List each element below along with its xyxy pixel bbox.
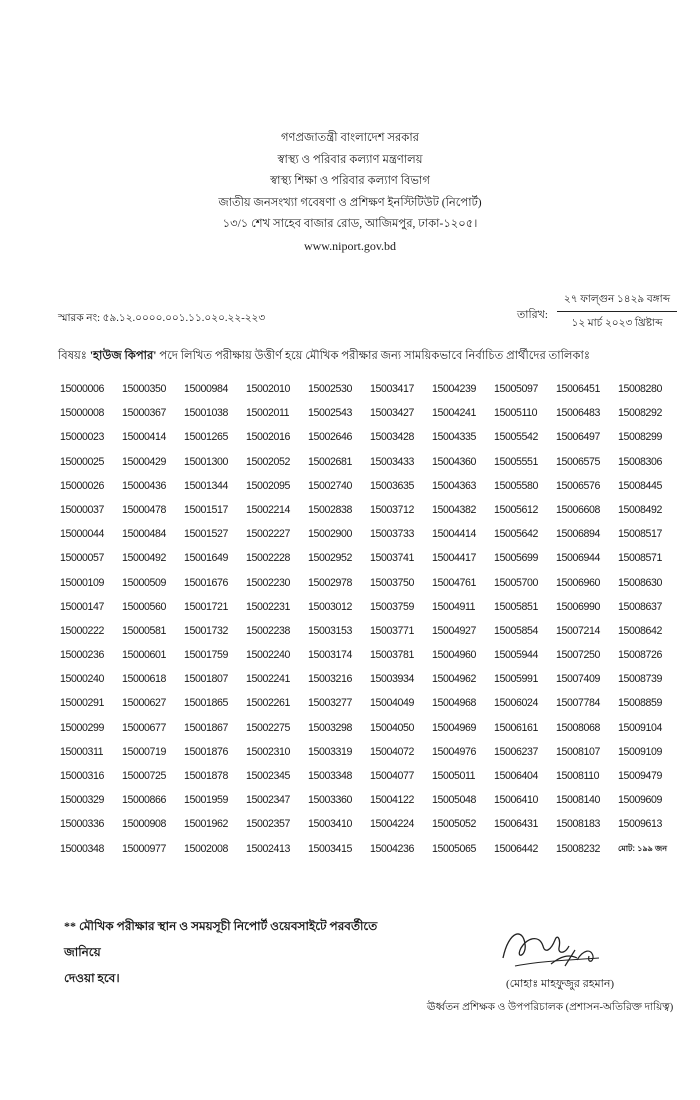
roll-number: 15000348 [60, 842, 104, 855]
roll-number: 15001759 [184, 649, 228, 662]
roll-number: 15004077 [370, 770, 414, 782]
roll-number: 15008630 [618, 576, 662, 589]
roll-number: 15003750 [370, 576, 414, 589]
roll-number: 15001876 [184, 745, 228, 758]
roll-number: 15003415 [308, 842, 352, 855]
website-link[interactable]: www.niport.gov.bd [303, 238, 397, 253]
roll-number: 15000037 [60, 503, 104, 516]
roll-number: 15001300 [184, 455, 228, 468]
roll-number: 15008445 [618, 479, 662, 492]
roll-number: 15001721 [184, 600, 228, 613]
roll-number: 15001959 [184, 794, 228, 807]
roll-number: 15003427 [370, 407, 414, 420]
roll-number: 15006237 [494, 745, 538, 758]
roll-number: 15003410 [308, 818, 352, 831]
roll-number: 15000008 [60, 407, 104, 420]
roll-number: 15003712 [370, 503, 414, 516]
roll-number: 15003012 [308, 600, 352, 613]
date-block [517, 292, 677, 336]
roll-number: 15004241 [432, 407, 476, 420]
roll-number: 15001344 [184, 479, 228, 492]
roll-number: 15004968 [432, 697, 476, 710]
roll-number: 15000367 [122, 407, 166, 420]
roll-number: 15002900 [308, 528, 352, 541]
roll-number: 15000299 [60, 721, 104, 734]
roll-number: 15008642 [618, 624, 662, 637]
notice [64, 913, 394, 991]
roll-number: 15008110 [556, 770, 600, 782]
roll-number: 15004382 [432, 503, 476, 516]
roll-number: 15005551 [494, 455, 538, 468]
roll-number: 15006431 [494, 818, 538, 831]
roll-number: 15000484 [122, 528, 166, 541]
roll-number: 15006497 [556, 431, 600, 444]
roll-number: 15000677 [122, 721, 166, 734]
roll-number: 15000560 [122, 600, 166, 613]
roll-number: 15000977 [122, 842, 166, 855]
roll-number: 15004122 [370, 794, 414, 807]
roll-number: 15004363 [432, 479, 476, 492]
roll-number: 15008306 [618, 455, 662, 468]
roll-number: 15002241 [246, 673, 290, 686]
roll-number: 15006410 [494, 794, 538, 807]
roll-number: 15003781 [370, 649, 414, 662]
roll-number: 15006608 [556, 503, 600, 516]
roll-number: 15006161 [494, 721, 538, 734]
signature-mark [495, 920, 605, 975]
roll-number: 15002230 [246, 576, 290, 589]
roll-number: 15005991 [494, 673, 538, 686]
roll-number: 15003153 [308, 624, 352, 637]
roll-number: 15002008 [184, 842, 228, 855]
roll-number: 15000350 [122, 383, 166, 395]
roll-number: 15000601 [122, 649, 166, 662]
roll-number: 15005944 [494, 649, 538, 662]
roll-number: 15004761 [432, 576, 476, 589]
roll-number: 15000719 [122, 745, 166, 758]
signatory-name: (মোহাঃ মাহফুজুর রহমান) [505, 978, 615, 990]
roll-number: 15003771 [370, 624, 414, 637]
roll-number: 15003934 [370, 673, 414, 686]
roll-number: 15002347 [246, 794, 290, 807]
roll-number: 15000984 [184, 383, 228, 395]
roll-number: 15002646 [308, 431, 352, 444]
roll-number: 15000429 [122, 455, 166, 468]
roll-number: 15004969 [432, 721, 476, 734]
roll-number: 15003428 [370, 431, 414, 444]
subject-line [58, 347, 590, 366]
roll-number: 15008140 [556, 794, 600, 807]
roll-number: 15000316 [60, 770, 104, 782]
roll-number: 15000311 [60, 745, 104, 758]
roll-number: 15003216 [308, 673, 352, 686]
roll-number: 15001807 [184, 673, 228, 686]
subject-prefix: বিষয়ঃ [58, 350, 90, 362]
roll-number: 15008571 [618, 552, 662, 565]
roll-number: 15008299 [618, 431, 662, 444]
roll-number: 15002227 [246, 528, 290, 541]
roll-number: 15005065 [432, 842, 476, 855]
roll-number: 15001865 [184, 697, 228, 710]
roll-number: 15000044 [60, 528, 104, 541]
date-divider [557, 311, 677, 312]
roll-number: 15003277 [308, 697, 352, 710]
roll-number: 15000336 [60, 818, 104, 831]
ministry-line: স্বাস্থ্য ও পরিবার কল্যাণ মন্ত্রণালয় [277, 153, 423, 166]
roll-number: 15003174 [308, 649, 352, 662]
roll-number: 15008232 [556, 842, 600, 855]
roll-number: 15004417 [432, 552, 476, 565]
roll-number: 15002228 [246, 552, 290, 565]
roll-number: 15005699 [494, 552, 538, 565]
roll-number: 15004414 [432, 528, 476, 541]
roll-number: 15002010 [246, 383, 290, 395]
govt-line: গণপ্রজাতন্ত্রী বাংলাদেশ সরকার [280, 132, 420, 144]
roll-number: 15001962 [184, 818, 228, 831]
roll-number: 15002978 [308, 576, 352, 589]
roll-number: 15006894 [556, 528, 600, 541]
roll-number: 15002240 [246, 649, 290, 662]
roll-number: 15009104 [618, 721, 662, 734]
roll-number: 15004239 [432, 383, 476, 395]
roll-number: 15002214 [246, 503, 290, 516]
roll-number: 15001649 [184, 552, 228, 565]
roll-number: 15002261 [246, 697, 290, 710]
roll-number: 15006024 [494, 697, 538, 710]
address-line: ১৩/১ শেখ সাহেব বাজার রোড, আজিমপুর, ঢাকা-১২০৫। [222, 218, 478, 230]
roll-number: 15004911 [432, 600, 476, 613]
roll-number: 15000057 [60, 552, 104, 565]
roll-number: 15005048 [432, 794, 476, 807]
roll-number: 15006483 [556, 407, 600, 420]
roll-number: 15009613 [618, 818, 662, 831]
roll-number: 15003417 [370, 383, 414, 395]
roll-number: 15005612 [494, 503, 538, 516]
roll-number: 15005642 [494, 528, 538, 541]
roll-number: 15008492 [618, 503, 662, 516]
notice-line-2: দেওয়া হবে। [64, 971, 120, 985]
roll-number: 15002345 [246, 770, 290, 782]
roll-number: 15008068 [556, 721, 600, 734]
roll-number: 15003733 [370, 528, 414, 541]
signatory-designation: ঊর্ধ্বতন প্রশিক্ষক ও উপপরিচালক (প্রশাসন-অতিরিক্ত দায়িত্ব) [426, 1002, 674, 1013]
subject-post: 'হাউজ কিপার' [89, 350, 157, 362]
roll-number: 15006451 [556, 383, 600, 395]
roll-number: 15000478 [122, 503, 166, 516]
roll-number: 15003348 [308, 770, 352, 782]
roll-number: 15003635 [370, 479, 414, 492]
roll-number: 15003319 [308, 745, 352, 758]
roll-number: 15004050 [370, 721, 414, 734]
roll-number: 15003360 [308, 794, 352, 807]
roll-number: 15003433 [370, 455, 414, 468]
roll-number: 15002838 [308, 503, 352, 516]
roll-number: 15008280 [618, 383, 662, 395]
roll-number: 15000866 [122, 794, 166, 807]
roll-number: 15006575 [556, 455, 600, 468]
roll-number: 15000147 [60, 600, 104, 613]
roll-number: 15002413 [246, 842, 290, 855]
roll-number: 15001265 [184, 431, 228, 444]
roll-number: 15004976 [432, 745, 476, 758]
roll-number-table [60, 377, 680, 861]
roll-number: 15006960 [556, 576, 600, 589]
roll-number: 15002952 [308, 552, 352, 565]
roll-number: 15008183 [556, 818, 600, 831]
roll-number: 15002310 [246, 745, 290, 758]
roll-number: 15005851 [494, 600, 538, 613]
roll-number: 15005854 [494, 624, 538, 637]
roll-number: 15002740 [308, 479, 352, 492]
roll-number: 15003759 [370, 600, 414, 613]
notice-line-1: ** মৌখিক পরীক্ষার স্থান ও সময়সূচী নিপোর্ট ওয়েবসাইটে পরবর্তীতে জানিয়ে [64, 919, 378, 959]
roll-number: 15000414 [122, 431, 166, 444]
roll-number: 15000006 [60, 383, 104, 395]
roll-number: 15004072 [370, 745, 414, 758]
roll-number: 15003741 [370, 552, 414, 565]
roll-number: 15000618 [122, 673, 166, 686]
roll-number: 15005110 [494, 407, 538, 420]
roll-number: 15004960 [432, 649, 476, 662]
roll-number: 15001676 [184, 576, 228, 589]
roll-number: 15009109 [618, 745, 662, 758]
roll-number: 15008859 [618, 697, 662, 710]
roll-number: 15000581 [122, 624, 166, 637]
roll-number: 15005542 [494, 431, 538, 444]
roll-number: 15002238 [246, 624, 290, 637]
roll-number: 15000240 [60, 673, 104, 686]
roll-number: 15001517 [184, 503, 228, 516]
roll-number: 15000492 [122, 552, 166, 565]
roll-number: 15002275 [246, 721, 290, 734]
roll-number: 15007250 [556, 649, 600, 662]
subject-text: পদে লিখিত পরীক্ষায় উত্তীর্ণ হয়ে মৌখিক পরীক্ষার জন্য সাময়িকভাবে নির্বাচিত প্রার্থীদের তালিকাঃ [156, 350, 590, 362]
roll-number: 15006404 [494, 770, 538, 782]
roll-number: 15007784 [556, 697, 600, 710]
roll-number: 15000025 [60, 455, 104, 468]
roll-number: 15001867 [184, 721, 228, 734]
roll-number: 15004224 [370, 818, 414, 831]
roll-number: 15004927 [432, 624, 476, 637]
roll-number: 15006442 [494, 842, 538, 855]
letterhead [0, 128, 700, 257]
roll-number: 15001878 [184, 770, 228, 782]
roll-number: 15002543 [308, 407, 352, 420]
roll-number: 15004236 [370, 842, 414, 855]
roll-number: 15000725 [122, 770, 166, 782]
date-label: তারিখ: [517, 309, 548, 321]
memo-number: স্মারক নং: ৫৯.১২.০০০০.০০১.১১.০২০.২২-২২৩ [58, 313, 266, 324]
roll-number: 15005011 [432, 770, 476, 782]
roll-number: 15002016 [246, 431, 290, 444]
roll-number: 15000026 [60, 479, 104, 492]
roll-number: 15002095 [246, 479, 290, 492]
roll-number: 15008739 [618, 673, 662, 686]
roll-number: 15002357 [246, 818, 290, 831]
roll-number: 15006990 [556, 600, 600, 613]
division-line: স্বাস্থ্য শিক্ষা ও পরিবার কল্যাণ বিভাগ [270, 175, 430, 187]
roll-number: 15004049 [370, 697, 414, 710]
roll-number: 15006576 [556, 479, 600, 492]
institute-line: জাতীয় জনসংখ্যা গবেষণা ও প্রশিক্ষণ ইনস্টিটিউট (নিপোর্ট) [218, 196, 482, 209]
roll-number: 15004962 [432, 673, 476, 686]
roll-number: 15005052 [432, 818, 476, 831]
roll-number: 15005580 [494, 479, 538, 492]
roll-number: 15000222 [60, 624, 104, 637]
roll-number: 15000436 [122, 479, 166, 492]
roll-number: 15003298 [308, 721, 352, 734]
roll-number: 15005700 [494, 576, 538, 589]
roll-number: 15002681 [308, 455, 352, 468]
date-bangla: ২৭ ফাল্গুন ১৪২৯ বঙ্গাব্দ [563, 294, 671, 305]
roll-number: 15008107 [556, 745, 600, 758]
roll-number: 15009479 [618, 770, 662, 782]
roll-number: 15005097 [494, 383, 538, 395]
roll-number: 15008726 [618, 649, 662, 662]
roll-number: 15007409 [556, 673, 600, 686]
roll-number: 15008292 [618, 407, 662, 420]
roll-number: 15000291 [60, 697, 104, 710]
roll-number: 15008637 [618, 600, 662, 613]
roll-number: 15002011 [246, 407, 290, 420]
roll-number: 15000109 [60, 576, 104, 589]
signature-block [426, 920, 680, 1030]
roll-number: 15000236 [60, 649, 104, 662]
roll-number: 15001038 [184, 407, 228, 420]
roll-number: 15002530 [308, 383, 352, 395]
roll-number: 15002231 [246, 600, 290, 613]
roll-number: 15006944 [556, 552, 600, 565]
date-english: ১২ মার্চ ২০২৩ খ্রিষ্টাব্দ [571, 318, 663, 329]
roll-number: 15000329 [60, 794, 104, 807]
roll-number: 15002052 [246, 455, 290, 468]
total-count: মোট: ১৯৯ জন [618, 843, 667, 853]
roll-number: 15004360 [432, 455, 476, 468]
roll-number: 15000908 [122, 818, 166, 831]
roll-number: 15009609 [618, 794, 662, 807]
roll-number: 15007214 [556, 624, 600, 637]
roll-number: 15004335 [432, 431, 476, 444]
roll-number: 15001527 [184, 528, 228, 541]
roll-number: 15000627 [122, 697, 166, 710]
roll-number: 15001732 [184, 624, 228, 637]
roll-number: 15000023 [60, 431, 104, 444]
roll-number: 15008517 [618, 528, 662, 541]
roll-number: 15000509 [122, 576, 166, 589]
